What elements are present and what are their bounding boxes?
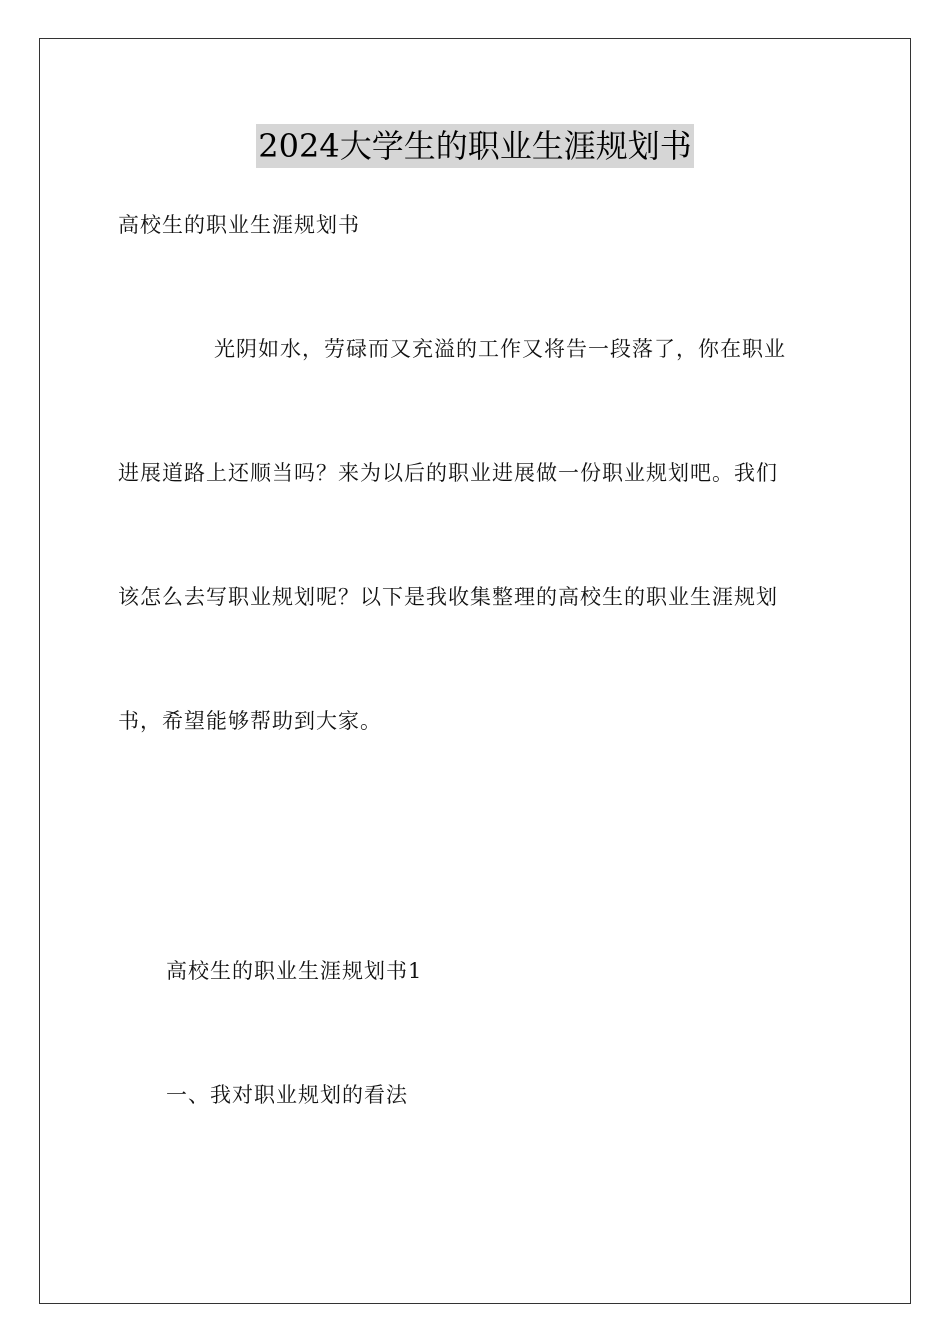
- section-heading: 一、我对职业规划的看法: [166, 1083, 408, 1107]
- intro-line-3: 该怎么去写职业规划呢？以下是我收集整理的高校生的职业生涯规划: [118, 585, 778, 609]
- section-title: 高校生的职业生涯规划书1: [166, 959, 423, 983]
- intro-line-1: 光阴如水，劳碌而又充溢的工作又将告一段落了，你在职业: [214, 337, 786, 361]
- document-title: 2024大学生的职业生涯规划书: [256, 124, 693, 168]
- title-container: [0, 124, 950, 168]
- intro-line-2: 进展道路上还顺当吗？来为以后的职业进展做一份职业规划吧。我们: [118, 461, 778, 485]
- document-subtitle: 高校生的职业生涯规划书: [118, 213, 360, 237]
- intro-line-4: 书，希望能够帮助到大家。: [118, 709, 382, 733]
